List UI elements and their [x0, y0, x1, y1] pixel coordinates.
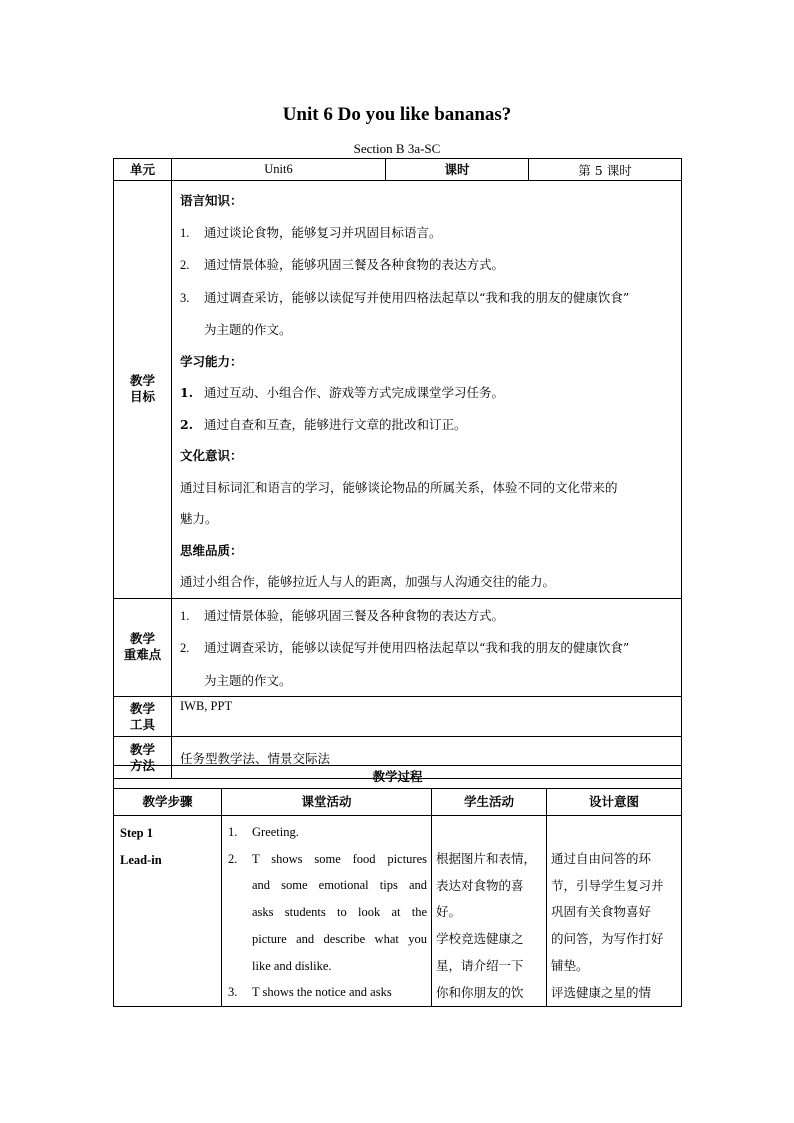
list-item-number: 1. [180, 608, 190, 623]
keypoints-content [172, 598, 682, 697]
student-activity-line: 表达对食物的喜 [436, 877, 524, 893]
paragraph-line: 魅力。 [180, 511, 218, 526]
objectives-label-line1: 教学 [129, 373, 155, 389]
period-value: 第 5 课时 [529, 159, 682, 181]
objectives-label-line2: 目标 [129, 389, 155, 405]
student-activity-line: 学校竞选健康之 [436, 931, 524, 947]
list-item-number: 2. [180, 258, 190, 272]
tools-label-line1: 教学 [129, 700, 155, 716]
list-item-number: 3. [180, 290, 190, 305]
document-title: Unit 6 Do you like bananas? [282, 104, 512, 125]
activity-item [222, 846, 431, 980]
lesson-info-table [113, 158, 682, 779]
list-item [172, 249, 681, 282]
list-item [172, 377, 681, 409]
list-item [172, 600, 681, 633]
activity-cell [222, 816, 432, 1007]
list-item-text: 通过情景体验，能够巩固三餐及各种食物的表达方式。 [204, 257, 505, 272]
activity-item [222, 819, 431, 846]
design-intent-line: 铺垫。 [551, 957, 589, 973]
list-item [172, 632, 681, 665]
activity-line [222, 979, 431, 1006]
unit-label: 单元 [114, 159, 172, 181]
list-item-text: 通过调查采访，能够以读促写并使用四格法起草以“我和我的朋友的健康饮食” [204, 289, 630, 305]
design-intent-line: 巩固有关食物喜好 [551, 904, 652, 920]
objectives-label [114, 181, 172, 599]
student-activity-line: 好。 [436, 904, 462, 920]
list-item-number: 1. [180, 225, 190, 240]
list-item [172, 409, 681, 441]
activity-text: T shows some food pictures [252, 851, 427, 866]
activity-line [222, 846, 431, 873]
activity-text: picture and describe what you [252, 931, 427, 946]
header-step: 教学步骤 [114, 789, 222, 816]
paragraph-line: 通过小组合作，能够拉近人与人的距离，加强与人沟通交往的能力。 [180, 574, 556, 589]
tools-value: IWB, PPT [172, 697, 682, 737]
header-activity: 课堂活动 [222, 789, 432, 816]
activity-text: asks students to look at the [252, 905, 427, 920]
unit-value: Unit6 [172, 159, 386, 181]
activity-item [222, 979, 431, 1006]
objectives-content [172, 181, 682, 599]
activity-number: 2. [228, 851, 238, 866]
header-student: 学生活动 [432, 789, 547, 816]
activity-text: like and dislike. [252, 958, 332, 973]
step-name: Lead-in [120, 853, 162, 867]
list-item-text: 通过自查和互查，能够进行文章的批改和订正。 [204, 416, 467, 432]
design-intent-line: 通过自由问答的环 [551, 851, 652, 866]
design-intent-line: 的问答，为写作打好 [551, 931, 664, 947]
section-heading: 学习能力： [180, 353, 243, 369]
list-item-text: 通过谈论食物，能够复习并巩固目标语言。 [204, 224, 442, 240]
keypoints-label-line1: 教学 [129, 631, 155, 647]
section-heading: 思维品质： [180, 542, 243, 558]
design-intent-line: 评选健康之星的情 [551, 984, 652, 1000]
list-item-number: 1. [180, 385, 194, 400]
student-activity-cell [432, 816, 547, 1007]
activity-text: Greeting. [252, 825, 299, 839]
activity-number: 3. [228, 985, 238, 1000]
section-heading: 文化意识： [180, 448, 243, 463]
methods-value: 任务型教学法、情景交际法 [172, 737, 682, 779]
list-item-number: 2. [180, 416, 194, 432]
step-number: Step 1 [120, 826, 153, 840]
activity-number: 1. [228, 825, 238, 839]
list-item-text: 通过调查采访，能够以读促写并使用四格法起草以“我和我的朋友的健康饮食” [204, 640, 630, 655]
teaching-process-table [113, 765, 682, 1007]
student-activity-line: 根据图片和表情， [436, 851, 537, 866]
list-item-continuation: 为主题的作文。 [204, 672, 292, 688]
tools-label-line2: 工具 [129, 716, 155, 732]
header-design: 设计意图 [547, 789, 682, 816]
activity-line [222, 819, 431, 846]
activity-text: T shows the notice and asks [252, 985, 392, 1000]
list-item-continuation: 为主题的作文。 [204, 322, 292, 337]
process-title: 教学过程 [114, 766, 682, 789]
step-cell [114, 816, 222, 1007]
document-subtitle: Section B 3a-SC [353, 141, 441, 156]
methods-label-line1: 教学 [129, 741, 155, 757]
activity-text: and some emotional tips and [252, 878, 427, 893]
list-item-text: 通过情景体验，能够巩固三餐及各种食物的表达方式。 [204, 607, 505, 623]
design-intent-line: 节，引导学生复习并 [551, 877, 664, 893]
section-heading: 语言知识： [180, 193, 243, 208]
student-activity-line: 星，请介绍一下 [436, 957, 524, 973]
tools-label [114, 697, 172, 737]
list-item [172, 217, 681, 250]
list-item-number: 2. [180, 641, 190, 655]
keypoints-label [114, 598, 172, 697]
student-activity-line: 你和你朋友的饮 [436, 984, 524, 1000]
paragraph-line: 通过目标词汇和语言的学习，能够谈论物品的所属关系，体验不同的文化带来的 [180, 479, 618, 495]
list-item [172, 282, 681, 315]
methods-label-line2: 方法 [129, 757, 155, 773]
period-label: 课时 [386, 159, 529, 181]
list-item-text: 通过互动、小组合作、游戏等方式完成课堂学习任务。 [204, 385, 505, 400]
design-intent-cell [547, 816, 682, 1007]
keypoints-label-line2: 重难点 [123, 647, 162, 663]
